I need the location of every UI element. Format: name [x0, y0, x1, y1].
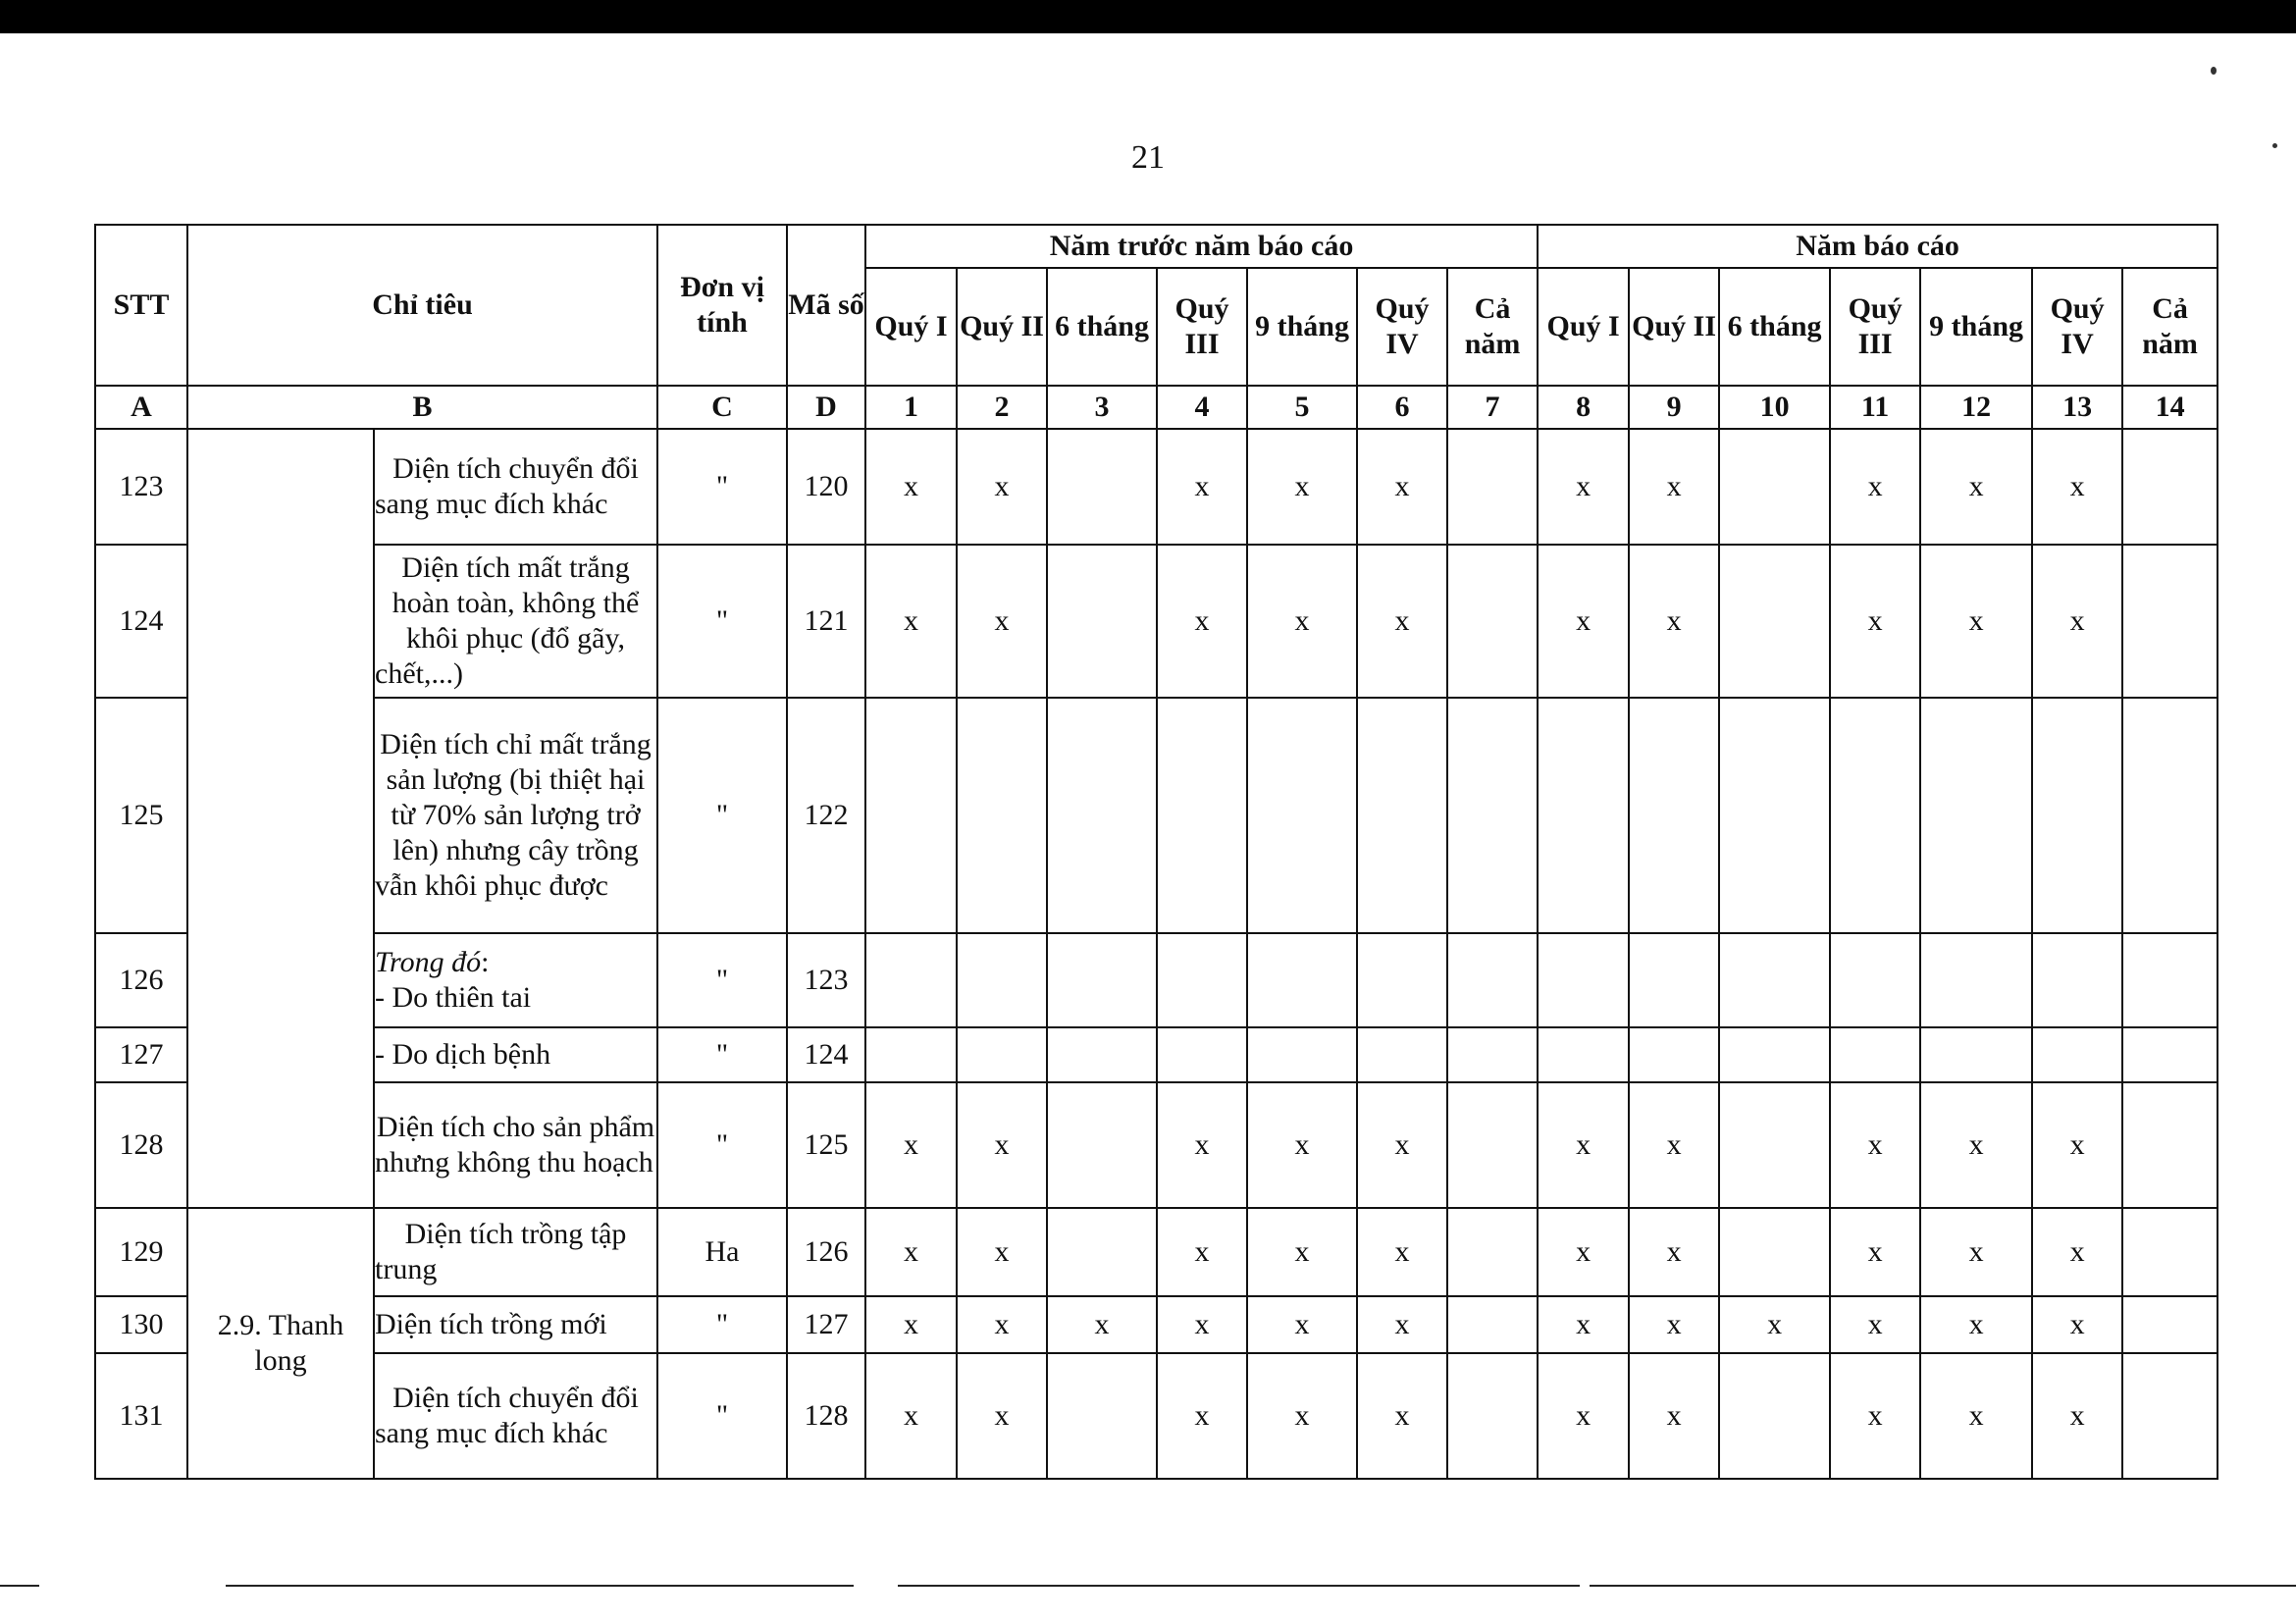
row-code: 122	[787, 698, 865, 933]
data-cell	[2122, 1208, 2218, 1296]
data-cell	[1357, 698, 1447, 933]
scan-speck	[2272, 143, 2277, 148]
table-row	[95, 933, 2218, 1027]
data-cell	[957, 698, 1047, 933]
row-stt: 124	[95, 545, 187, 698]
data-cell: x	[2032, 1082, 2122, 1208]
data-cell	[1447, 1353, 1538, 1479]
group-cell-empty	[187, 429, 374, 1208]
header-column-code: 14	[2122, 386, 2218, 429]
data-cell: x	[865, 429, 957, 545]
row-indicator: Diện tích trồng mới	[374, 1296, 657, 1353]
footer-rule	[226, 1585, 854, 1587]
header-chi-tieu: Chỉ tiêu	[187, 225, 657, 386]
header-period: Quý II	[1629, 268, 1719, 386]
header-column-code: 10	[1719, 386, 1830, 429]
data-cell: x	[865, 1082, 957, 1208]
data-cell: x	[1830, 545, 1920, 698]
row-stt: 128	[95, 1082, 187, 1208]
data-cell: x	[865, 1353, 957, 1479]
data-cell	[1157, 698, 1247, 933]
row-indicator: - Do dịch bệnh	[374, 1027, 657, 1082]
data-cell: x	[1629, 1353, 1719, 1479]
data-cell	[1047, 698, 1157, 933]
header-period: Quý I	[1538, 268, 1629, 386]
header-column-code: 7	[1447, 386, 1538, 429]
data-cell	[2122, 1082, 2218, 1208]
header-period: 6 tháng	[1719, 268, 1830, 386]
header-column-code: A	[95, 386, 187, 429]
data-cell	[865, 933, 957, 1027]
row-stt: 123	[95, 429, 187, 545]
data-cell	[2122, 933, 2218, 1027]
data-cell	[1247, 1027, 1357, 1082]
header-group-prev-year: Năm trước năm báo cáo	[865, 225, 1538, 268]
header-group-report-year: Năm báo cáo	[1538, 225, 2218, 268]
row-indicator: Diện tích chuyển đổi sang mục đích khác	[374, 429, 657, 545]
data-cell: x	[1357, 1353, 1447, 1479]
row-unit: "	[657, 545, 787, 698]
data-cell	[2032, 933, 2122, 1027]
table-row	[95, 545, 2218, 698]
data-cell: x	[1538, 429, 1629, 545]
data-cell: x	[1247, 1296, 1357, 1353]
table-row	[95, 1027, 2218, 1082]
data-cell	[1830, 698, 1920, 933]
header-period: 9 tháng	[1247, 268, 1357, 386]
data-cell	[1920, 698, 2032, 933]
row-indicator	[374, 933, 657, 1027]
data-cell: x	[1538, 545, 1629, 698]
scan-speck	[2211, 67, 2217, 75]
row-unit: "	[657, 1082, 787, 1208]
data-cell: x	[957, 429, 1047, 545]
scan-top-border	[0, 0, 2296, 33]
header-column-code: 3	[1047, 386, 1157, 429]
data-cell: x	[1538, 1082, 1629, 1208]
data-cell	[2122, 1353, 2218, 1479]
data-cell: x	[1830, 1353, 1920, 1479]
header-period: Quý IV	[1357, 268, 1447, 386]
data-cell	[1629, 1027, 1719, 1082]
data-cell	[1447, 698, 1538, 933]
page-number: 21	[1131, 139, 1165, 176]
data-cell	[1538, 698, 1629, 933]
footer-rule	[1590, 1585, 2296, 1587]
header-period: Quý III	[1830, 268, 1920, 386]
data-cell	[1447, 1296, 1538, 1353]
data-cell: x	[1538, 1353, 1629, 1479]
row-code: 124	[787, 1027, 865, 1082]
data-cell: x	[1920, 1082, 2032, 1208]
data-cell	[2122, 1027, 2218, 1082]
data-cell	[2122, 1296, 2218, 1353]
indicator-text: - Do thiên tai	[375, 981, 532, 1014]
row-code: 126	[787, 1208, 865, 1296]
data-cell: x	[957, 1296, 1047, 1353]
header-column-code: C	[657, 386, 787, 429]
data-cell: x	[1830, 1208, 1920, 1296]
data-cell: x	[865, 1296, 957, 1353]
header-column-code: 8	[1538, 386, 1629, 429]
header-period: Quý I	[865, 268, 957, 386]
row-indicator: Diện tích chuyển đổi sang mục đích khác	[374, 1353, 657, 1479]
row-stt: 129	[95, 1208, 187, 1296]
data-cell: x	[1920, 1296, 2032, 1353]
data-cell: x	[1357, 1296, 1447, 1353]
row-unit: "	[657, 1353, 787, 1479]
data-cell: x	[1157, 429, 1247, 545]
data-cell	[1830, 1027, 1920, 1082]
data-cell	[1047, 545, 1157, 698]
data-cell	[1719, 933, 1830, 1027]
data-cell: x	[865, 1208, 957, 1296]
data-cell: x	[957, 1208, 1047, 1296]
data-cell	[2032, 1027, 2122, 1082]
data-cell	[1719, 1353, 1830, 1479]
data-cell: x	[1157, 1208, 1247, 1296]
data-cell	[2122, 545, 2218, 698]
row-code: 123	[787, 933, 865, 1027]
data-cell	[2122, 698, 2218, 933]
data-cell	[1357, 1027, 1447, 1082]
row-indicator: Diện tích cho sản phẩm nhưng không thu hoạch	[374, 1082, 657, 1208]
data-cell: x	[1247, 429, 1357, 545]
data-cell: x	[1538, 1208, 1629, 1296]
table-body	[95, 429, 2218, 1479]
header-period: 9 tháng	[1920, 268, 2032, 386]
header-period: 6 tháng	[1047, 268, 1157, 386]
header-column-code: 5	[1247, 386, 1357, 429]
header-period: Quý II	[957, 268, 1047, 386]
data-cell	[865, 698, 957, 933]
data-cell: x	[957, 1353, 1047, 1479]
data-cell: x	[1247, 545, 1357, 698]
data-cell	[1719, 1027, 1830, 1082]
data-cell: x	[1538, 1296, 1629, 1353]
data-cell	[1247, 933, 1357, 1027]
data-cell	[1538, 1027, 1629, 1082]
data-cell	[2032, 698, 2122, 933]
table-row	[95, 1208, 2218, 1296]
header-column-code: D	[787, 386, 865, 429]
data-cell	[1719, 1208, 1830, 1296]
data-cell	[1047, 429, 1157, 545]
row-unit: Ha	[657, 1208, 787, 1296]
row-stt: 125	[95, 698, 187, 933]
row-code: 120	[787, 429, 865, 545]
data-cell: x	[2032, 1296, 2122, 1353]
row-unit: "	[657, 429, 787, 545]
row-unit: "	[657, 933, 787, 1027]
table-row	[95, 698, 2218, 933]
data-cell	[1447, 1027, 1538, 1082]
header-column-code: 4	[1157, 386, 1247, 429]
data-cell	[1047, 1353, 1157, 1479]
data-cell	[1538, 933, 1629, 1027]
data-cell	[1719, 698, 1830, 933]
data-cell: x	[1157, 1296, 1247, 1353]
footer-rule	[0, 1585, 39, 1587]
row-indicator: Diện tích trồng tập trung	[374, 1208, 657, 1296]
indicator-colon: :	[481, 946, 490, 978]
data-cell: x	[1629, 1082, 1719, 1208]
header-column-code: 13	[2032, 386, 2122, 429]
header-column-code: 2	[957, 386, 1047, 429]
data-cell: x	[1920, 1353, 2032, 1479]
data-cell: x	[2032, 1353, 2122, 1479]
table-row	[95, 1082, 2218, 1208]
data-cell	[1920, 1027, 2032, 1082]
data-cell: x	[1047, 1296, 1157, 1353]
data-cell	[1719, 545, 1830, 698]
data-cell: x	[1830, 429, 1920, 545]
data-cell: x	[1920, 429, 2032, 545]
data-cell: x	[1629, 429, 1719, 545]
row-stt: 127	[95, 1027, 187, 1082]
data-cell: x	[1157, 545, 1247, 698]
data-cell: x	[1357, 429, 1447, 545]
data-cell	[1047, 1082, 1157, 1208]
data-cell	[957, 933, 1047, 1027]
row-code: 127	[787, 1296, 865, 1353]
table-row	[95, 1296, 2218, 1353]
data-cell	[1447, 545, 1538, 698]
header-column-code: 1	[865, 386, 957, 429]
data-cell: x	[2032, 1208, 2122, 1296]
header-don-vi-tinh-text: Đơn vị tính	[680, 271, 764, 339]
data-cell: x	[1830, 1082, 1920, 1208]
indicator-italic-prefix: Trong đó	[375, 946, 482, 978]
data-cell: x	[1247, 1208, 1357, 1296]
row-stt: 126	[95, 933, 187, 1027]
data-cell: x	[1629, 1296, 1719, 1353]
data-cell	[1447, 429, 1538, 545]
data-cell	[1157, 1027, 1247, 1082]
row-indicator: Diện tích mất trắng hoàn toàn, không thể khôi phục (đổ gãy, chết,...)	[374, 545, 657, 698]
data-cell	[1719, 1082, 1830, 1208]
row-unit: "	[657, 1027, 787, 1082]
data-cell	[865, 1027, 957, 1082]
data-cell	[2122, 429, 2218, 545]
data-cell	[1047, 1027, 1157, 1082]
row-code: 125	[787, 1082, 865, 1208]
group-label: 2.9. Thanh long	[187, 1208, 374, 1479]
row-code: 128	[787, 1353, 865, 1479]
data-cell: x	[1920, 545, 2032, 698]
data-cell	[1629, 933, 1719, 1027]
data-cell: x	[1629, 545, 1719, 698]
header-stt: STT	[95, 225, 187, 386]
data-cell: x	[1830, 1296, 1920, 1353]
data-cell	[957, 1027, 1047, 1082]
data-cell	[1357, 933, 1447, 1027]
header-period: Quý IV	[2032, 268, 2122, 386]
data-cell: x	[2032, 545, 2122, 698]
data-cell	[1047, 933, 1157, 1027]
header-period: Cả năm	[1447, 268, 1538, 386]
data-cell	[1719, 429, 1830, 545]
data-cell: x	[957, 545, 1047, 698]
row-unit: "	[657, 1296, 787, 1353]
header-column-code: 11	[1830, 386, 1920, 429]
data-cell: x	[2032, 429, 2122, 545]
data-cell	[1047, 1208, 1157, 1296]
data-cell	[1157, 933, 1247, 1027]
header-period: Quý III	[1157, 268, 1247, 386]
data-cell: x	[1157, 1353, 1247, 1479]
data-cell: x	[957, 1082, 1047, 1208]
data-cell	[1629, 698, 1719, 933]
data-cell: x	[1357, 545, 1447, 698]
header-column-code: 6	[1357, 386, 1447, 429]
data-cell: x	[1920, 1208, 2032, 1296]
row-stt: 130	[95, 1296, 187, 1353]
data-cell	[1247, 698, 1357, 933]
report-table	[94, 224, 2218, 1480]
row-unit: "	[657, 698, 787, 933]
data-cell: x	[1157, 1082, 1247, 1208]
data-cell: x	[1357, 1082, 1447, 1208]
data-cell: x	[1247, 1353, 1357, 1479]
header-column-code: 9	[1629, 386, 1719, 429]
header-column-code: 12	[1920, 386, 2032, 429]
data-cell: x	[865, 545, 957, 698]
data-cell: x	[1247, 1082, 1357, 1208]
row-code: 121	[787, 545, 865, 698]
data-cell	[1447, 1208, 1538, 1296]
row-indicator: Diện tích chỉ mất trắng sản lượng (bị thiệt hại từ 70% sản lượng trở lên) nhưng cây trồng vẫn khôi phục được	[374, 698, 657, 933]
table-row	[95, 429, 2218, 545]
header-don-vi-tinh	[657, 225, 787, 386]
row-stt: 131	[95, 1353, 187, 1479]
data-cell	[1447, 933, 1538, 1027]
header-ma-so: Mã số	[787, 225, 865, 386]
data-cell: x	[1719, 1296, 1830, 1353]
data-cell	[1920, 933, 2032, 1027]
header-period: Cả năm	[2122, 268, 2218, 386]
header-column-code: B	[187, 386, 657, 429]
data-cell	[1447, 1082, 1538, 1208]
footer-rule	[898, 1585, 1580, 1587]
table-row	[95, 1353, 2218, 1479]
data-cell	[1830, 933, 1920, 1027]
data-cell: x	[1357, 1208, 1447, 1296]
table-header	[95, 225, 2218, 429]
data-cell: x	[1629, 1208, 1719, 1296]
